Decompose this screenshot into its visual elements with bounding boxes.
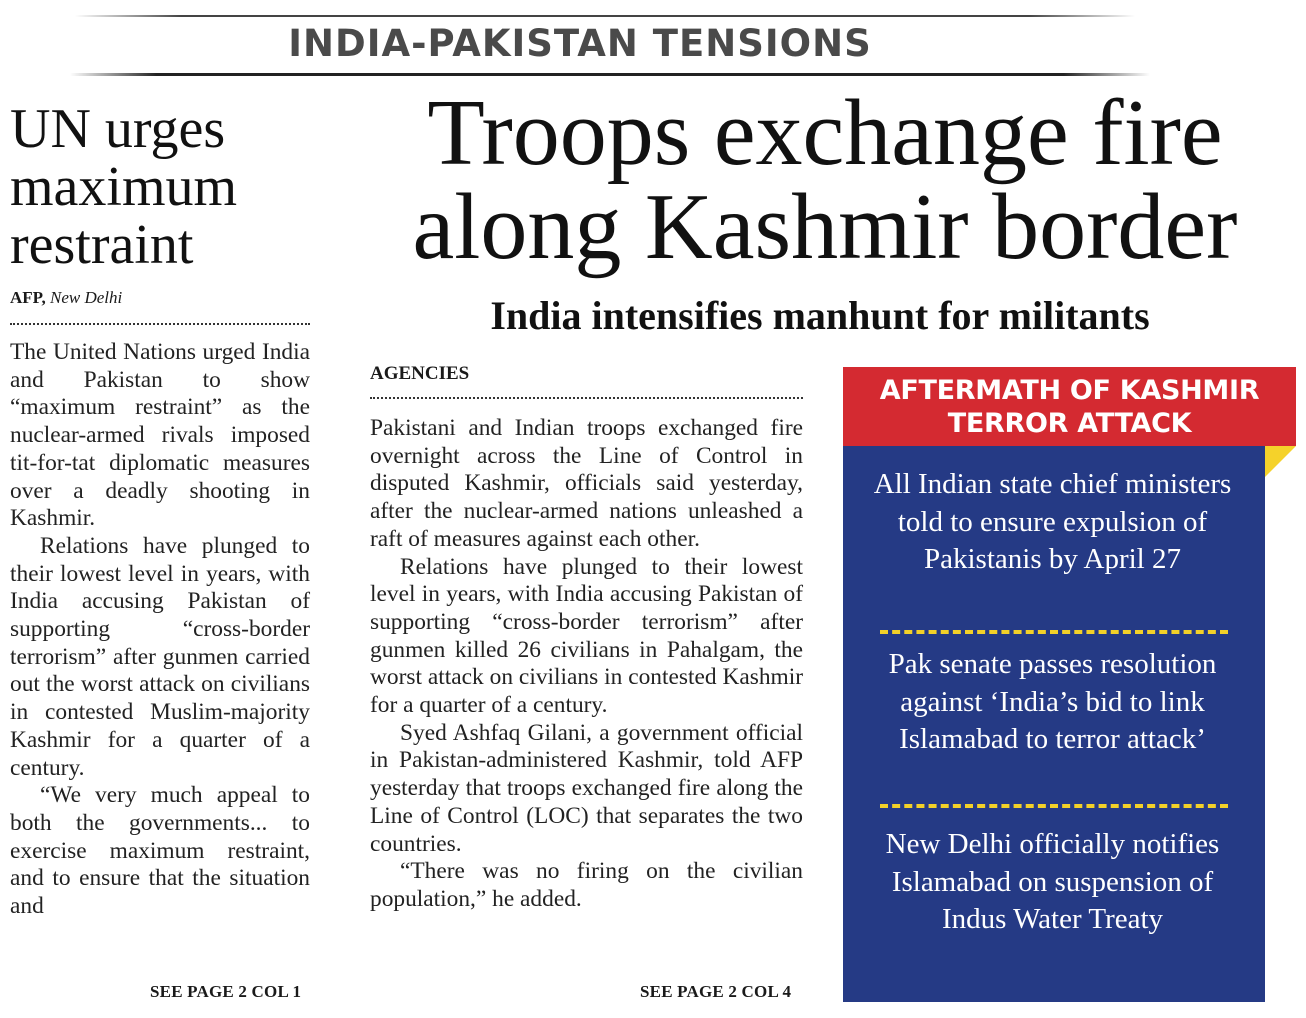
aftermath-divider — [880, 630, 1228, 634]
side-paragraph: The United Nations urged India and Pakistan to show “maximum restraint” as the nuclear-armed rivals imposed tit-for-tat diplomatic measures over a deadly shooting in Kashmir. — [10, 339, 310, 532]
side-headline: UN urges maximum restraint — [10, 98, 238, 276]
side-byline-rule — [10, 323, 310, 325]
main-story-body — [370, 415, 803, 914]
kicker-rule — [70, 73, 1150, 76]
side-byline — [10, 288, 122, 308]
side-story-body — [10, 339, 310, 921]
main-byline: AGENCIES — [370, 363, 470, 384]
aftermath-item: New Delhi officially notifies Islamabad on suspension of Indus Water Treaty — [885, 828, 1220, 935]
main-paragraph: Relations have plunged to their lowest level in years, with India accusing Pakistan of supporting “cross-border terrorism” after gunmen killed 26 civilians in Pahalgam, the worst attack on civilians in contested Kashmir for a quarter of a century. — [370, 553, 803, 719]
side-byline-source: AFP, — [10, 288, 46, 307]
aftermath-item: Pak senate passes resolution against ‘India’s bid to link Islamabad to terror attack’ — [888, 648, 1217, 755]
side-paragraph: “We very much appeal to both the governments... to exercise maximum restraint, and to ensure that the situation and — [10, 782, 310, 920]
aftermath-divider — [880, 804, 1228, 808]
corner-fold — [1265, 446, 1296, 477]
main-deck: India intensifies manhunt for militants — [490, 293, 1150, 338]
aftermath-item: All Indian state chief ministers told to ensure expulsion of Pakistanis by April 27 — [873, 468, 1232, 575]
main-paragraph: Pakistani and Indian troops exchanged fire overnight across the Line of Control in disputed Kashmir, officials said yesterday, after the nuclear-armed nations unleashed a raft of measures against each other. — [370, 415, 803, 552]
main-jump-line: SEE PAGE 2 COL 4 — [640, 982, 792, 1001]
top-rule — [75, 15, 1135, 17]
main-paragraph: “There was no firing on the civilian population,” he added. — [370, 858, 803, 912]
side-byline-place: New Delhi — [50, 288, 123, 307]
side-jump-line: SEE PAGE 2 COL 1 — [150, 982, 302, 1001]
main-byline-rule — [370, 397, 803, 399]
section-kicker: INDIA-PAKISTAN TENSIONS — [288, 22, 872, 65]
main-headline: Troops exchange fire along Kashmir border — [412, 81, 1238, 279]
side-paragraph: Relations have plunged to their lowest level in years, with India accusing Pakistan of supporting “cross-border terrorism” after gunmen carried out the worst attack on civilians in contested Muslim-majority Kashmir for a quarter of a century. — [10, 532, 310, 781]
main-paragraph: Syed Ashfaq Gilani, a government official in Pakistan-administered Kashmir, told AFP yesterday that troops exchanged fire along the Line of Control (LOC) that separates the two countries. — [370, 719, 803, 857]
aftermath-box-title: AFTERMATH OF KASHMIR TERROR ATTACK — [843, 367, 1296, 446]
